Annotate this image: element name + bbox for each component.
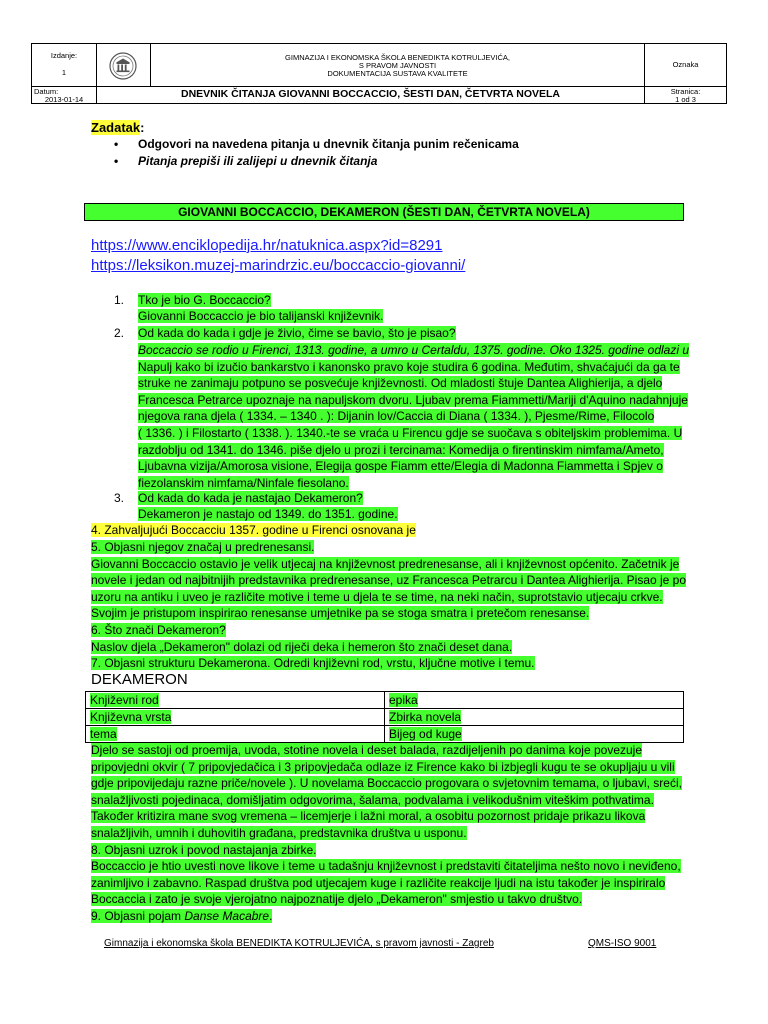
- question-1: 1. Tko je bio G. Boccaccio?: [114, 293, 271, 307]
- bullet-icon: •: [114, 154, 119, 168]
- dekameron-heading: DEKAMERON: [91, 671, 188, 688]
- dekameron-table: [85, 691, 684, 743]
- link-leksikon[interactable]: https://leksikon.muzej-marindrzic.eu/boccaccio-giovanni/: [91, 257, 466, 274]
- question-5-block: 5. Objasni njegov značaj u predrenesansi. Giovanni Boccaccio ostavio je velik utjecaj na književnost predrenesanse, ali i književnost općenito. Začetnik je novele i jedan od najbitnijih predstavnika predrenesanse, uz Francesca Petrarcu i Dantea Alighierija. Pisao je po uzoru na antiku i uveo je različite motive i teme u djela te se time, na neki način, suprotstavio utjecaju crkve. Svojim je pristupom inspirirao renesanse umjetnike pa se stoga smatra i pretečom renesanse. 6. Što znači Dekameron? Naslov djela „Dekameron" dolazi od riječi deka i hemeron što znači deset dana. 7. Objasni strukturu Dekamerona. Odredi književni rod, vrstu, ključne motive i temu.: [91, 540, 687, 671]
- question-8: 8. Objasni uzrok i povod nastajanja zbirke.: [91, 842, 317, 857]
- answer-3: Dekameron je nastajo od 1349. do 1351. godine.: [138, 507, 398, 521]
- question-9: 9. Objasni pojam Danse Macabre.: [91, 908, 273, 923]
- school-name-line3: DOKUMENTACIJA SUSTAVA KVALITETE: [327, 69, 468, 78]
- document-title: DNEVNIK ČITANJA GIOVANNI BOCCACCIO, ŠESTI DAN, ČETVRTA NOVELA: [181, 88, 560, 100]
- izdanje-value: 1: [61, 68, 67, 77]
- question-4: 4. Zahvaljujući Boccacciu 1357. godine u Firenci osnovana je: [91, 523, 416, 537]
- bullet-icon: •: [114, 137, 119, 151]
- answer-2: Boccaccio se rodio u Firenci, 1313. godine, a umro u Certaldu, 1375. godine. Oko 1325. godine odlazi u Napulj kako bi izučio bankarstvo i kanonsko pravo koje studira 6 godina. Međutim, shvaćajući da ga te struke ne zanimaju potpuno se posvećuje književnosti. Od mladosti štuje Dantea Alighierija, a djelo Francesca Petrarce upoznaje na napuljskom dvoru. Ljubav prema Fiammetti/Mariji d'Aquino nadahnjuje njegova rana djela ( 1334. – 1340 . ): Dijanin lov/Caccia di Diana ( 1334. ), Pjesme/Rime, Filocolo ( 1336. ) i Filostarto ( 1338. ). 1340.-te se vraća u Firencu gdje se suočava s obiteljskim problemima. U razdoblju od 1341. do 1346. piše djelo u prozi i tercinama: Komedija o firentinskim nimfama/Ameto, Ljubavna vizija/Amorosa visione, Elegija gospe Fiamm ette/Elegia di Madonna Fiammetta i Spjev o fiezolanskim nimfama/Ninfale fiesolano.: [138, 343, 690, 490]
- izdanje-label: Izdanje:: [50, 51, 78, 60]
- table-row: Književni rod epika: [86, 692, 684, 709]
- datum-label: Datum:: [34, 87, 59, 96]
- footer-school: Gimnazija i ekonomska škola BENEDIKTA KOTRULJEVIĆA, s pravom javnosti - Zagreb: [104, 938, 494, 949]
- footer-qms: QMS-ISO 9001: [588, 938, 657, 949]
- table-row: tema Bijeg od kuge: [86, 726, 684, 743]
- school-logo: [107, 52, 139, 80]
- task-heading: Zadatak:: [91, 120, 145, 135]
- question-7: 7. Objasni strukturu Dekamerona. Odredi književni rod, vrstu, ključne motive i temu.: [91, 656, 535, 671]
- table-row: Književna vrsta Zbirka novela: [86, 709, 684, 726]
- document-header: [31, 43, 727, 104]
- link-enciklopedija[interactable]: https://www.enciklopedija.hr/natuknica.aspx?id=8291: [91, 237, 443, 254]
- question-6: 6. Što znači Dekameron?: [91, 622, 226, 637]
- task-bullet-2: • Pitanja prepiši ili zalijepi u dnevnik čitanja: [114, 154, 378, 168]
- oznaka-label: Oznaka: [672, 60, 699, 69]
- task-label: Zadatak: [91, 120, 141, 135]
- answer-6: Naslov djela „Dekameron" dolazi od riječi deka i hemeron što znači deset dana.: [91, 639, 513, 654]
- stranica-label: Stranica:: [670, 87, 701, 96]
- stranica-value: 1 od 3: [675, 95, 696, 104]
- section-title: GIOVANNI BOCCACCIO, DEKAMERON (ŠESTI DAN, ČETVRTA NOVELA): [84, 203, 684, 221]
- task-bullet-1: • Odgovori na navedena pitanja u dnevnik čitanja punim rečenicama: [114, 137, 519, 151]
- school-name-line2: S PRAVOM JAVNOSTI: [358, 61, 437, 70]
- datum-value: 2013-01-14: [44, 95, 84, 104]
- school-name-line1: GIMNAZIJA I EKONOMSKA ŠKOLA BENEDIKTA KOTRULJEVIĆA,: [285, 53, 510, 62]
- answer-1: Giovanni Boccaccio je bio talijanski književnik.: [138, 309, 384, 323]
- answer-7-block: Djelo se sastoji od proemija, uvoda, stotine novela i deset balada, razdijeljenih po danima koje povezuje pripovjedni okvir ( 7 pripovjedačica i 3 pripovjedača odlaze iz Firence kako bi izbjegli kugu te se okupljaju u vili gdje pripovijedaju razne priče/novele ). U novelama Boccaccio progovara o svjetovnim temama, o ljubavi, sreći, snalažljivosti pojedinaca, domišljatim odgovorima, šalama, podvalama i velikodušnim viteškim pothvatima. Također kritizira mane svog vremena – licemjerje i lažni moral, a osobitu pozornost pridaje prikazu likova snalažljivih, umnih i duhovitih građana, predstavnika društva u usponu. 8. Objasni uzrok i povod nastajanja zbirke. Boccaccio je htio uvesti nove likove i teme u tadašnju književnost i predstaviti čitateljima nešto novo i neviđeno, zanimljivo i zabavno. Raspad društva pod utjecajem kuge i različite reakcije ljudi na istu također je inspiriralo Boccaccia i zato je svoje vjerojatno najpoznatije djelo „Dekameron" smjestio u takvo društvo. 9. Objasni pojam Danse Macabre.: [91, 743, 682, 923]
- question-3: 3. Od kada do kada je nastajao Dekameron?: [114, 491, 363, 505]
- question-5: 5. Objasni njegov značaj u predrenesansi.: [91, 540, 315, 554]
- question-2: 2. Od kada do kada i gdje je živio, čime se bavio, što je pisao?: [114, 326, 456, 340]
